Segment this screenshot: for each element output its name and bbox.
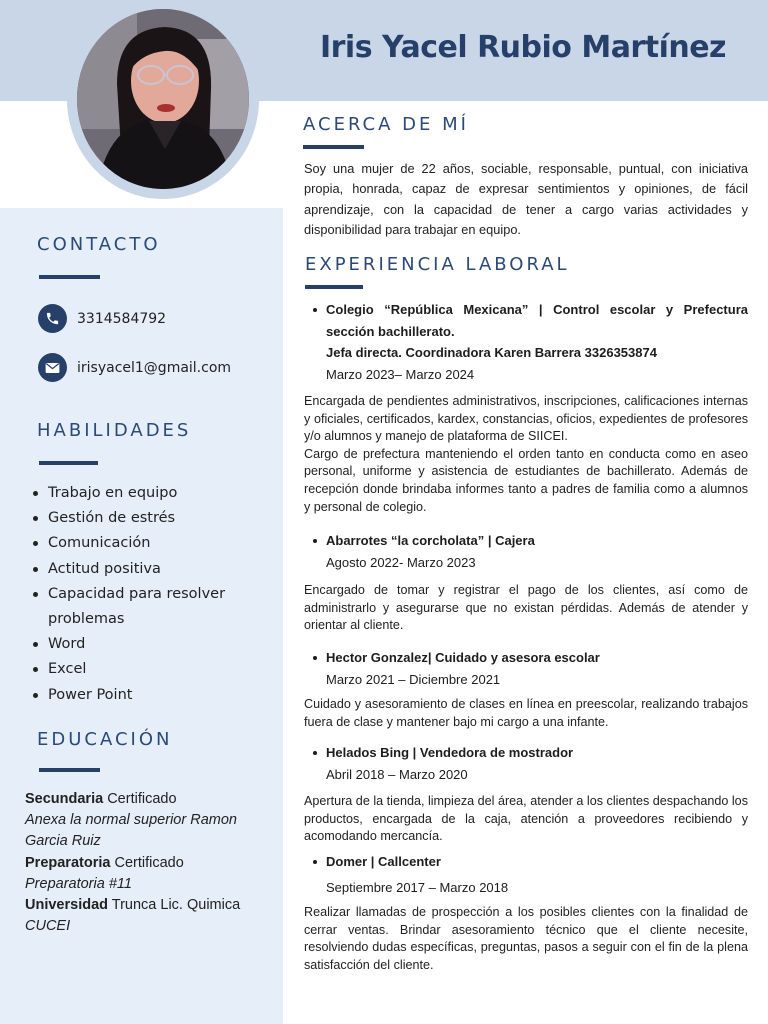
job-description: Apertura de la tienda, limpieza del área, atender a los clientes despachando los productos, encargada de la caja, atención a proveedores recibiendo y acomodando mercancía.: [304, 794, 748, 844]
job-entry: [305, 530, 748, 573]
skill-item: Comunicación: [48, 531, 278, 556]
contact-email-row: [38, 353, 231, 382]
about-text: Soy una mujer de 22 años, sociable, responsable, puntual, con iniciativa propia, honrada, capaz de expresar sentimientos y opiniones, de fácil aprendizaje, con la capacidad de tener a cargo varias actividades y disponibilidad para trabajar en equipo.: [304, 161, 748, 237]
education-level: Universidad: [25, 897, 108, 914]
education-status: Trunca Lic. Quimica: [108, 897, 241, 914]
about-section-title: ACERCA DE MÍ: [303, 114, 469, 135]
job-heading: Hector Gonzalez| Cuidado y asesora escolar: [305, 647, 748, 669]
education-entry: [25, 789, 280, 810]
job-entry: [305, 647, 748, 690]
contact-title-rule: [39, 275, 100, 279]
job-dates: Septiembre 2017 – Marzo 2018: [326, 879, 509, 895]
skill-item: Actitud positiva: [48, 557, 278, 582]
education-level: Preparatoria: [25, 854, 111, 871]
skill-item: Word: [48, 632, 278, 657]
candidate-name: Iris Yacel Rubio Martínez: [319, 30, 727, 65]
job-heading: Colegio “República Mexicana” | Control escolar y Prefectura sección bachillerato.: [305, 299, 748, 342]
job-dates: Agosto 2022- Marzo 2023: [326, 554, 476, 570]
education-list: [25, 789, 280, 937]
job-heading: Helados Bing | Vendedora de mostrador: [305, 742, 748, 764]
job-heading: Domer | Callcenter: [305, 851, 748, 873]
skill-item: Capacidad para resolver problemas: [48, 582, 278, 632]
job-entry: [305, 851, 748, 898]
contact-phone-row: [38, 304, 166, 333]
job-dates: Marzo 2021 – Diciembre 2021: [326, 671, 501, 687]
contact-section-title: CONTACTO: [37, 234, 161, 255]
job-description: Realizar llamadas de prospección a los posibles clientes con la finalidad de cerrar ventas. Brindar asesoramiento técnico que el cliente necesite, resolviendo dudas específicas, preguntas, pasos a seguir con el fin de la plena satisfacción del cliente.: [304, 905, 748, 972]
education-section-title: EDUCACIÓN: [37, 729, 173, 750]
skill-item: Gestión de estrés: [48, 506, 278, 531]
skills-title-rule: [39, 461, 98, 465]
experience-title-rule: [305, 285, 363, 289]
education-status: Certificado: [103, 791, 177, 807]
job-description: Cuidado y asesoramiento de clases en línea en preescolar, realizando trabajos fuera de clase y mantener bajo mi cargo a una infante.: [304, 697, 748, 729]
job-dates: Marzo 2023– Marzo 2024: [326, 366, 475, 382]
education-school: Anexa la normal superior Ramon Garcia Ruiz: [25, 812, 237, 850]
job-entry: [305, 742, 748, 785]
education-school: Preparatoria #11: [25, 875, 132, 892]
skill-item: Power Point: [48, 683, 278, 708]
mail-icon: [38, 353, 67, 382]
skill-item: Excel: [48, 657, 278, 682]
education-entry: [25, 895, 280, 916]
profile-photo-illustration: [77, 9, 249, 189]
skills-section-title: HABILIDADES: [37, 420, 192, 441]
experience-section-title: EXPERIENCIA LABORAL: [305, 254, 570, 275]
contact-phone-text: 3314584792: [77, 310, 167, 327]
job-entry: [305, 299, 748, 385]
phone-icon: [38, 304, 67, 333]
education-status: Certificado: [110, 854, 184, 871]
job-supervisor: Jefa directa. Coordinadora Karen Barrera 3326353874: [326, 345, 657, 360]
education-school: CUCEI: [25, 918, 71, 935]
job-description-text: Encargada de pendientes administrativos, inscripciones, calificaciones internas y oficiales, certificados, kardex, constancias, oficios, expedientes de profesores y/o alumnos y manejo de plataforma de SIICEI.: [304, 394, 748, 444]
skill-item: Trabajo en equipo: [48, 481, 278, 506]
education-level: Secundaria: [25, 791, 104, 807]
education-title-rule: [39, 768, 100, 772]
skills-list: [48, 481, 278, 708]
job-description: Encargado de tomar y registrar el pago de los clientes, así como de administrarlo y asegurarse que no existan pérdidas. Además de atender y orientar al cliente.: [304, 583, 748, 633]
about-title-rule: [303, 145, 364, 149]
job-description-text: Cargo de prefectura manteniendo el orden tanto en conducta como en aseo personal, uniforme y asistencia de estudiantes de bachillerato. Además de recepción donde brindaba informes tanto a padres de familia como a alumnos y personal de colegio.: [304, 446, 748, 514]
profile-photo: [77, 9, 249, 189]
contact-email-text: irisyacel1@gmail.com: [77, 359, 232, 376]
job-description: [304, 393, 748, 516]
education-entry: [25, 853, 280, 874]
job-heading: Abarrotes “la corcholata” | Cajera: [305, 530, 748, 552]
job-dates: Abril 2018 – Marzo 2020: [326, 766, 468, 782]
